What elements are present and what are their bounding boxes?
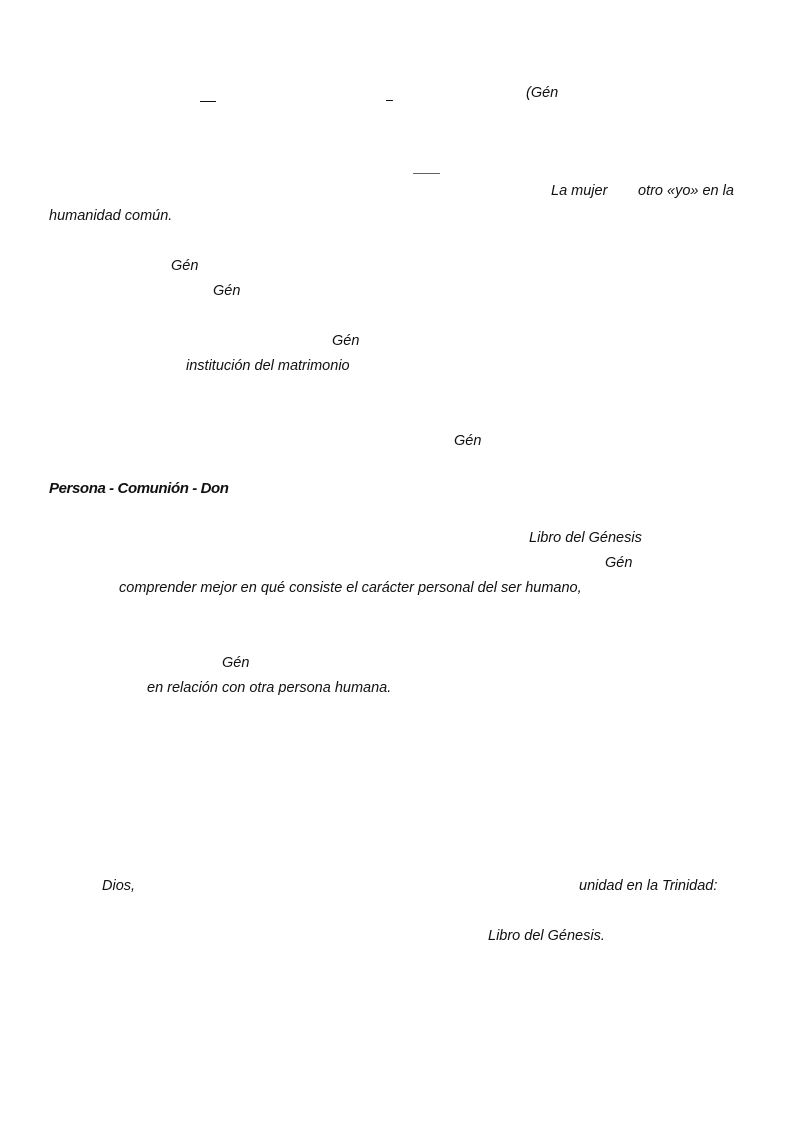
underline-rule-3 bbox=[413, 173, 440, 174]
text-fragment-libro-genesis-1: Libro del Génesis bbox=[529, 530, 642, 546]
underline-rule-2 bbox=[386, 100, 393, 101]
text-fragment-humanidad-comun: humanidad común. bbox=[49, 208, 173, 224]
text-fragment-institucion-matrimonio: institución del matrimonio bbox=[186, 358, 350, 374]
text-fragment-caracter-personal: comprender mejor en qué consiste el carácter personal del ser humano, bbox=[119, 580, 582, 596]
text-fragment-gen-ref-7: Gén bbox=[222, 655, 250, 671]
text-fragment-gen-ref-2: Gén bbox=[171, 258, 199, 274]
text-fragment-relacion-persona: en relación con otra persona humana. bbox=[147, 680, 392, 696]
text-fragment-unidad-trinidad: unidad en la Trinidad: bbox=[579, 878, 718, 894]
text-fragment-libro-genesis-2: Libro del Génesis. bbox=[488, 928, 605, 944]
text-fragment-dios: Dios, bbox=[102, 878, 136, 894]
text-fragment-gen-ref-4: Gén bbox=[332, 333, 360, 349]
underline-rule-1 bbox=[200, 101, 216, 102]
text-fragment-gen-ref-6: Gén bbox=[605, 555, 633, 571]
text-fragment-gen-ref-1: (Gén bbox=[526, 85, 559, 101]
section-heading: Persona - Comunión - Don bbox=[49, 480, 229, 497]
text-fragment-gen-ref-5: Gén bbox=[454, 433, 482, 449]
text-fragment-otro-yo: otro «yo» en la bbox=[638, 183, 734, 199]
text-fragment-la-mujer: La mujer bbox=[551, 183, 608, 199]
text-fragment-gen-ref-3: Gén bbox=[213, 283, 241, 299]
